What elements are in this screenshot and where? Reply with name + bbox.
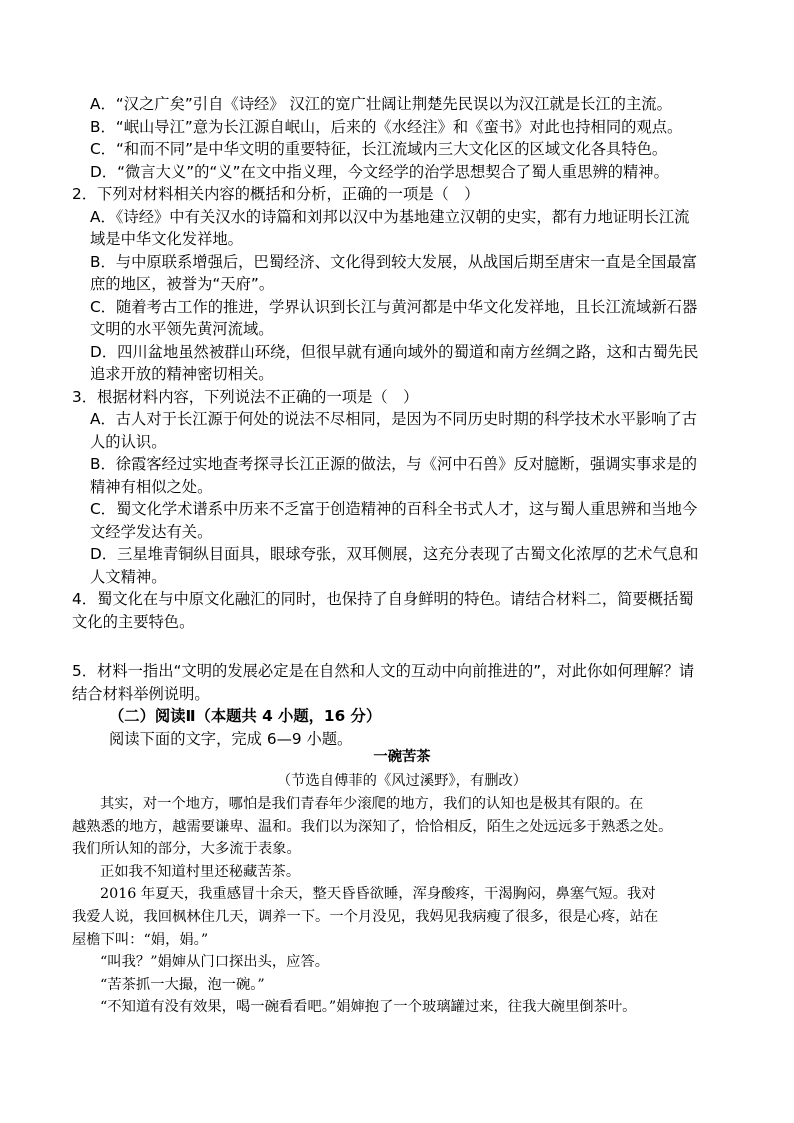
question-4-cont: 文化的主要特色。 — [72, 612, 195, 631]
reading-ii-section — [72, 705, 737, 750]
passage-line: 屋檐下叫：“娟，娟。” — [72, 931, 209, 948]
option-line: C．随着考古工作的推进，学界认识到长江与黄河都是中华文化发祥地，且长江流域新石器 — [90, 297, 698, 316]
question-2: 2．下列对材料相关内容的概括和分析，正确的一项是（ ） — [72, 185, 480, 203]
passage-line: “苦茶抓一大撮，泡一碗。” — [100, 976, 265, 993]
option-line: 文经学发达有关。 — [90, 522, 213, 541]
option-line: C．蜀文化学术谱系中历来不乏富于创造精神的百科全书式人才，这与蜀人重思辨和当地今 — [90, 500, 698, 518]
question-3: 3．根据材料内容，下列说法不正确的一项是（ ） — [72, 387, 419, 406]
section-instruction: 阅读下面的文字，完成 6—9 小题。 — [109, 729, 353, 748]
option-line: B．徐霞客经过实地查考探寻长江正源的做法，与《河中石兽》反对臆断，强调实事求是的 — [90, 455, 698, 473]
option-line: B．“岷山导江”意为长江源自岷山，后来的《水经注》和《蛮书》对此也持相同的观点。 — [90, 117, 683, 136]
option-line: A．古人对于长江源于何处的说法不尽相同，是因为不同历史时期的科学技术水平影响了古 — [90, 410, 698, 428]
option-line: 庶的地区，被誉为“天府”。 — [90, 275, 275, 293]
option-line: 人的认识。 — [90, 432, 167, 451]
option-line: C．“和而不同”是中华文明的重要特征，长江流域内三大文化区的区域文化各具特色。 — [90, 140, 668, 158]
passage-line: 2016 年夏天，我重感冒十余天，整天昏昏欲睡，浑身酸疼，干渴胸闷，鼻塞气短。我对 — [100, 886, 656, 903]
option-line: 人文精神。 — [90, 567, 167, 586]
option-line: D．三星堆青铜纵目面具，眼球夸张，双耳侧展，这充分表现了古蜀文化浓厚的艺术气息和 — [90, 545, 699, 563]
questions-section — [72, 93, 737, 705]
passage-line: 其实，对一个地方，哪怕是我们青春年少滚爬的地方，我们的认知也是极其有限的。在 — [100, 796, 644, 812]
option-line: A．《诗经》中有关汉水的诗篇和刘邦以汉中为基地建立汉朝的史实，都有力地证明长江流 — [90, 207, 690, 226]
option-line: D．“微言大义”的“义”在文中指义理，今文经学的治学思想契合了蜀人重思辨的精神。 — [90, 162, 669, 181]
answer-space — [72, 633, 737, 660]
option-line: B．与中原联系增强后，巴蜀经济、文化得到较大发展，从战国后期至唐宋一直是全国最富 — [90, 252, 698, 271]
option-line: 域是中华文化发祥地。 — [90, 230, 243, 248]
passage-line: “叫我？”娟婶从门口探出头，应答。 — [100, 954, 330, 971]
passage-line: 越熟悉的地方，越需要谦卑、温和。我们以为深知了，恰恰相反，陌生之处远远多于熟悉之处。 — [72, 818, 673, 835]
passage-line: 我们所认知的部分，大多流于表象。 — [72, 841, 301, 858]
option-line: A．“汉之广矣”引自《诗经》 汉江的宽广壮阔让荆楚先民误以为汉江就是长江的主流。 — [90, 95, 672, 113]
section-heading: （二）阅读Ⅱ（本题共 4 小题，16 分） — [109, 707, 382, 725]
passage-line: 我爱人说，我回枫林住几天，调养一下。一个月没见，我妈见我病瘦了很多，很是心疼，站在 — [72, 908, 659, 925]
question-5: 5．材料一指出“文明的发展必定是在自然和人文的互动中向前推进的”，对此你如何理解？请 — [72, 662, 695, 680]
passage-line: “不知道有没有效果，喝一碗看看吧。”娟婶抱了一个玻璃罐过来，往我大碗里倒茶叶。 — [100, 999, 637, 1016]
passage-title: 一碗苦茶 — [373, 749, 431, 765]
question-5-cont: 结合材料举例说明。 — [72, 684, 210, 703]
passage-source: （节选自傅菲的《风过溪野》，有删改） — [276, 773, 528, 789]
option-line: D．四川盆地虽然被群山环绕，但很早就有通向域外的蜀道和南方丝绸之路，这和古蜀先民 — [90, 342, 699, 361]
passage-line: 正如我不知道村里还秘藏苦茶。 — [100, 863, 301, 880]
option-line: 文明的水平领先黄河流域。 — [90, 320, 274, 338]
reading-passage — [72, 745, 732, 1019]
option-line: 精神有相似之处。 — [90, 477, 213, 496]
question-4: 4．蜀文化在与中原文化融汇的同时，也保持了自身鲜明的特色。请结合材料二，简要概括蜀 — [72, 590, 694, 608]
option-line: 追求开放的精神密切相关。 — [90, 365, 274, 383]
